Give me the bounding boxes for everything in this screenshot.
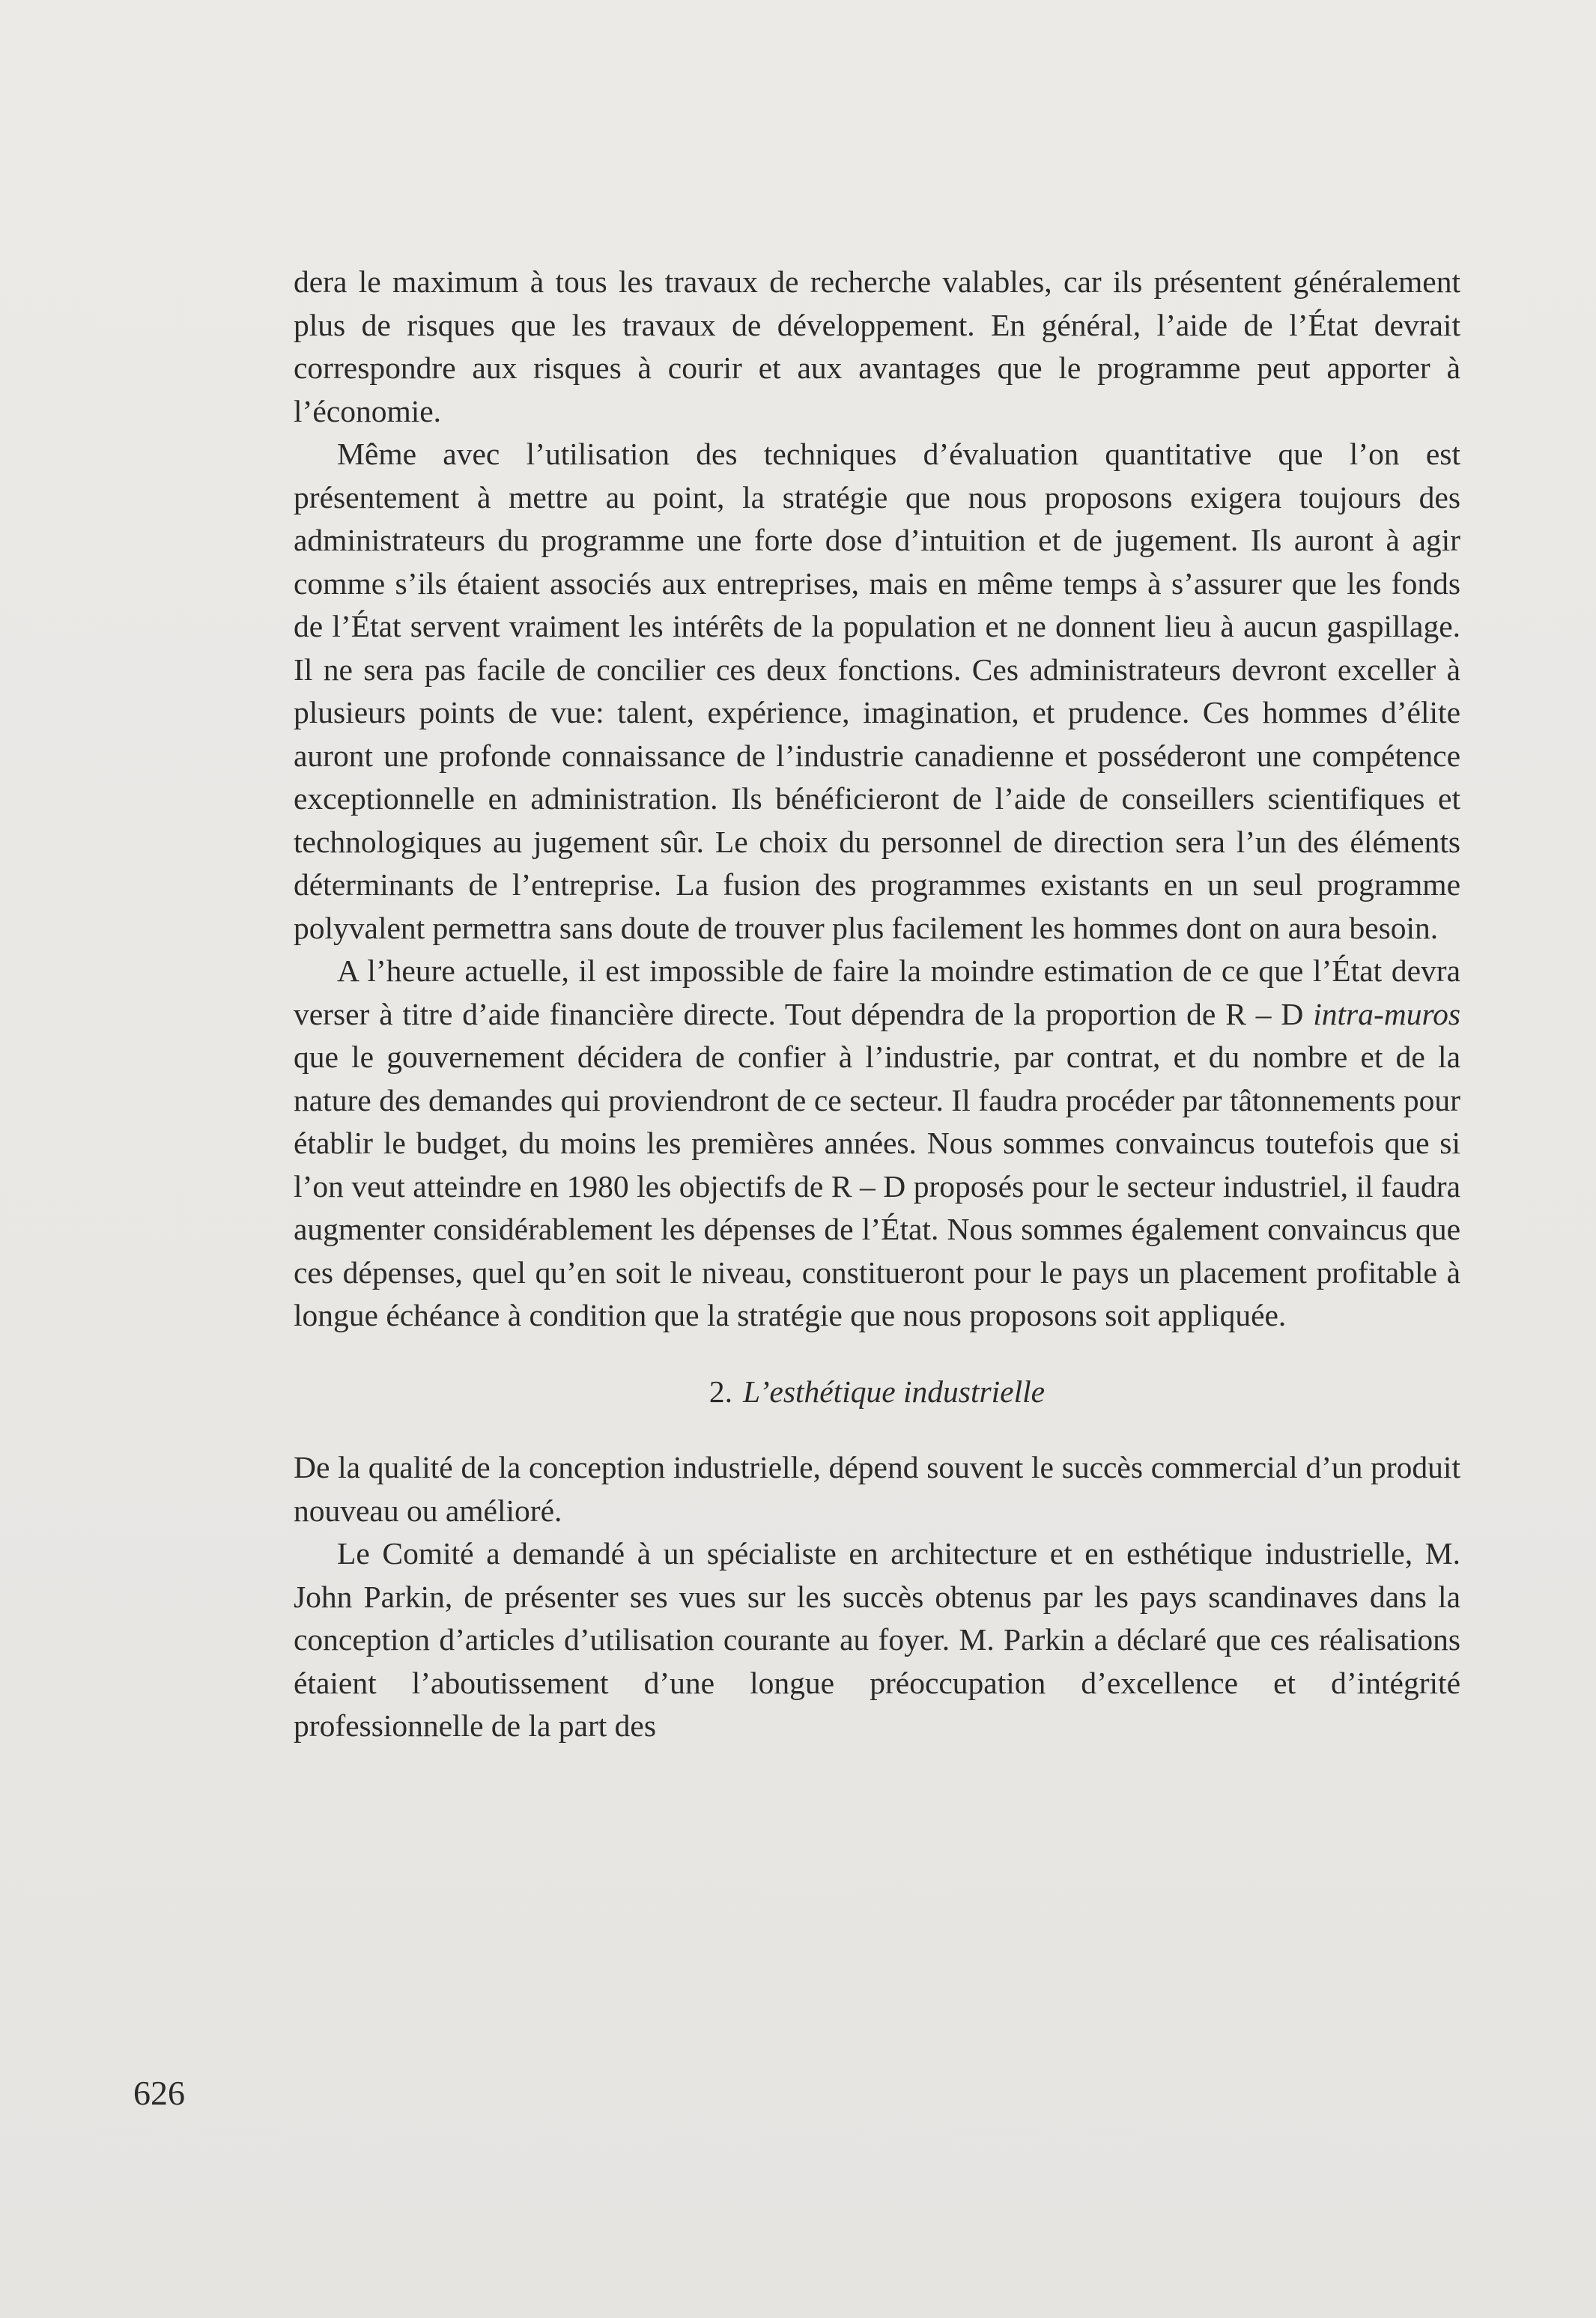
- paragraph-continued: dera le maximum à tous les travaux de recherche valables, car ils présentent généralement plus de risques que les travaux de développement. En général, l’aide de l’État devrait correspondre aux risques à courir et aux avantages que le programme peut apporter à l’économie.: [294, 264, 1460, 428]
- paragraph-administrators: Même avec l’utilisation des techniques d’évaluation quantitative que l’on est présentement à mettre au point, la stratégie que nous proposons exigera toujours des administrateurs du programme une forte dose d’intuition et de jugement. Ils auront à agir comme s’ils étaient associés aux entreprises, mais en même temps à s’assurer que les fonds de l’État servent vraiment les intérêts de la population et ne donnent lieu à aucun gaspillage. Il ne sera pas facile de concilier ces deux fonctions. Ces administrateurs devront exceller à plusieurs points de vue: talent, expérience, imagination, et prudence. Ces hommes d’élite auront une profonde connaissance de l’industrie canadienne et posséderont une compétence exceptionnelle en administration. Ils bénéficieront de l’aide de conseillers scientifiques et technologiques au jugement sûr. Le choix du personnel de direction sera l’un des éléments déterminants de l’entreprise. La fusion des programmes existants en un seul programme polyvalent permettra sans doute de trouver plus facilement les hommes dont on aura besoin.: [294, 437, 1460, 945]
- section-number: 2.: [709, 1374, 733, 1409]
- section-title: L’esthétique industrielle: [743, 1374, 1046, 1409]
- paragraph-funding-estimate: [294, 950, 1460, 1338]
- paragraph-part: que le gouvernement décidera de confier à l’industrie, par contrat, et du nombre et de la nature des demandes qui proviendront de ce secteur. Il faudra procéder par tâtonnements pour établir le budget, du moins les premières années. Nous sommes convaincus toutefois que si l’on veut atteindre en 1980 les objectifs de R – D proposés pour le secteur industriel, il faudra augmenter considérablement les dépenses de l’État. Nous sommes également convaincus que ces dépenses, quel qu’en soit le niveau, constitueront pour le pays un placement profitable à longue échéance à condition que la stratégie que nous proposons soit appliquée.: [294, 1040, 1460, 1332]
- italic-term: intra-muros: [1313, 996, 1460, 1031]
- paragraph-part: A l’heure actuelle, il est impossible de faire la moindre estimation de ce que l’État devra verser à titre d’aide financière directe. Tout dépendra de la proportion de R – D: [294, 953, 1460, 1031]
- section-heading: [294, 1371, 1460, 1414]
- page-number: 626: [133, 2074, 185, 2112]
- paragraph-design-quality: De la qualité de la conception industrielle, dépend souvent le succès commercial d’un produit nouveau ou amélioré.: [294, 1450, 1460, 1528]
- paragraph-parkin: Le Comité a demandé à un spécialiste en architecture et en esthétique industrielle, M. John Parkin, de présenter ses vues sur les succès obtenus par les pays scandinaves dans la conception d’articles d’utilisation courante au foyer. M. Parkin a déclaré que ces réalisations étaient l’aboutissement d’une longue préoccupation d’excellence et d’intégrité professionnelle de la part des: [294, 1536, 1460, 1743]
- body-text: [294, 261, 1460, 1748]
